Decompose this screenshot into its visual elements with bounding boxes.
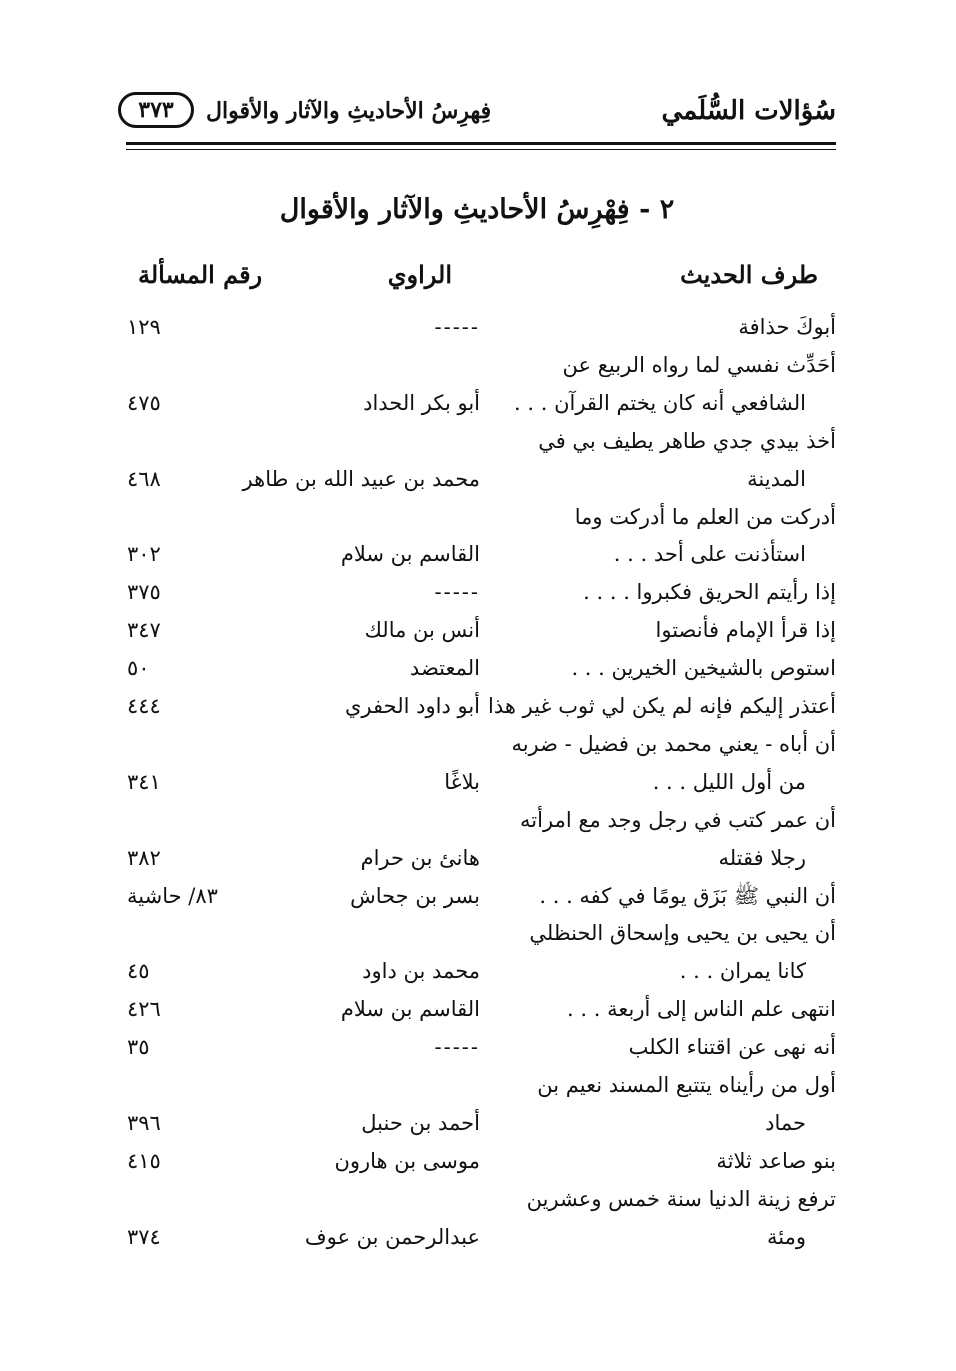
hadith-text-line: ترفع زينة الدنيا سنة خمس وعشرين — [526, 1186, 836, 1211]
narrator-cell: أنس بن مالك — [364, 618, 480, 643]
hadith-text-line: أحَدِّث نفسي لما رواه الربيع عن — [562, 352, 836, 377]
entry-number-cell: ٣٧٤ — [127, 1224, 161, 1249]
entry-number-cell: ٤٢٦ — [127, 997, 161, 1022]
narrator-cell: المعتضد — [409, 656, 480, 681]
hadith-text-line: انتهى علم الناس إلى أربعة . . . — [567, 997, 836, 1022]
column-header-number: رقم المسألة — [138, 260, 263, 289]
entry-number-cell: ٤٤٤ — [127, 694, 161, 718]
entry-number-cell: ٥٠ — [127, 656, 150, 681]
page-header — [118, 92, 836, 140]
hadith-text-line: أنه نهى عن اقتناء الكلب — [628, 1035, 836, 1060]
narrator-cell: القاسم بن سلام — [340, 997, 480, 1022]
hadith-text-line: رجلا فقتله — [718, 845, 806, 870]
entry-number-cell: ٣٤١ — [127, 769, 161, 794]
entry-number-cell: ٣٩٦ — [127, 1110, 161, 1135]
header-rule-thin — [126, 149, 836, 150]
entry-number-cell: ٣٠٢ — [127, 542, 161, 567]
entry-number-cell: ٣٤٧ — [127, 618, 161, 643]
narrator-cell: أبو داود الحفري — [345, 694, 480, 718]
entry-number-cell: ١٢٩ — [127, 315, 161, 339]
entry-number-cell: ٤٥ — [127, 959, 150, 984]
narrator-cell: القاسم بن سلام — [340, 542, 480, 567]
narrator-cell: أحمد بن حنبل — [361, 1110, 480, 1135]
entry-number-cell: ٤٧٥ — [127, 390, 161, 415]
entry-number-cell: ٣٥ — [127, 1035, 150, 1060]
hadith-text-line: أعتذر إليكم فإنه لم يكن لي ثوب غير هذا — [488, 694, 836, 718]
hadith-text-line: حماد — [765, 1110, 806, 1135]
hadith-text-line: الشافعي أنه كان يختم القرآن . . . — [514, 390, 806, 415]
book-title: سُؤالات السُّلَمي — [661, 96, 836, 126]
entry-number-cell: ٣٨٢ — [127, 845, 161, 870]
narrator-cell: عبدالرحمن بن عوف — [304, 1224, 480, 1249]
hadith-text-line: أخذ بيدي جدي طاهر يطيف بي في — [538, 428, 836, 453]
entry-number-cell: ٤٦٨ — [127, 466, 161, 491]
entry-number-cell: ٨٣/ حاشية — [127, 883, 218, 908]
narrator-cell: بلاغًا — [444, 769, 480, 794]
index-title: ٢ - فِهْرِسُ الأحاديثِ والآثار والأقوال — [279, 194, 675, 225]
hadith-text-line: أبوكَ حذافة — [738, 315, 836, 339]
hadith-text-line: المدينة — [747, 466, 806, 491]
page-number-badge: ٣٧٣ — [118, 92, 194, 128]
narrator-cell: ----- — [434, 1035, 480, 1060]
narrator-cell: هانئ بن حرام — [360, 845, 480, 870]
entry-number-cell: ٣٧٥ — [127, 580, 161, 605]
column-header-hadith: طرف الحديث — [680, 260, 818, 289]
hadith-text-line: استأذنت على أحد . . . — [613, 542, 806, 567]
narrator-cell: بسر بن جحاش — [350, 883, 480, 908]
entry-number-cell: ٤١٥ — [127, 1148, 161, 1173]
running-section-title: فِهرِسُ الأحاديثِ والآثار والأقوال — [206, 98, 492, 124]
hadith-text-line: بنو صاعد ثلاثة — [716, 1148, 836, 1173]
hadith-text-line: أول من رأيناه يتتبع المسند نعيم بن — [537, 1073, 836, 1097]
narrator-cell: أبو بكر الحداد — [363, 390, 480, 415]
hadith-text-line: أن يحيى بن يحيى وإسحاق الحنظلي — [529, 921, 836, 946]
narrator-cell: ----- — [434, 580, 480, 605]
hadith-text-line: كانا يمران . . . — [679, 959, 806, 984]
hadith-text-line: أن النبي ﷺ بَزَق يومًا في كفه . . . — [539, 883, 836, 908]
narrator-cell: ----- — [434, 315, 480, 339]
narrator-cell: محمد بن عبيد الله بن طاهر — [242, 466, 480, 491]
header-rule-thick — [126, 142, 836, 145]
hadith-text-line: من أول الليل . . . — [652, 769, 806, 794]
hadith-text-line: إذا قرأ الإمام فأنصتوا — [655, 618, 836, 643]
hadith-text-line: استوص بالشيخين الخيرين . . . — [571, 656, 836, 681]
column-header-narrator: الراوي — [387, 260, 452, 289]
hadith-text-line: أدركت من العلم ما أدركت وما — [574, 504, 836, 529]
hadith-text-line: إذا رأيتم الحريق فكبروا . . . . — [583, 580, 836, 605]
hadith-text-line: ومئة — [767, 1224, 806, 1249]
narrator-cell: محمد بن داود — [362, 959, 480, 984]
narrator-cell: موسى بن هارون — [334, 1148, 480, 1173]
hadith-text-line: أن عمر كتب في رجل وجد مع امرأته — [520, 807, 836, 832]
hadith-text-line: أن أباه - يعني محمد بن فضيل - ضربه — [511, 731, 836, 756]
